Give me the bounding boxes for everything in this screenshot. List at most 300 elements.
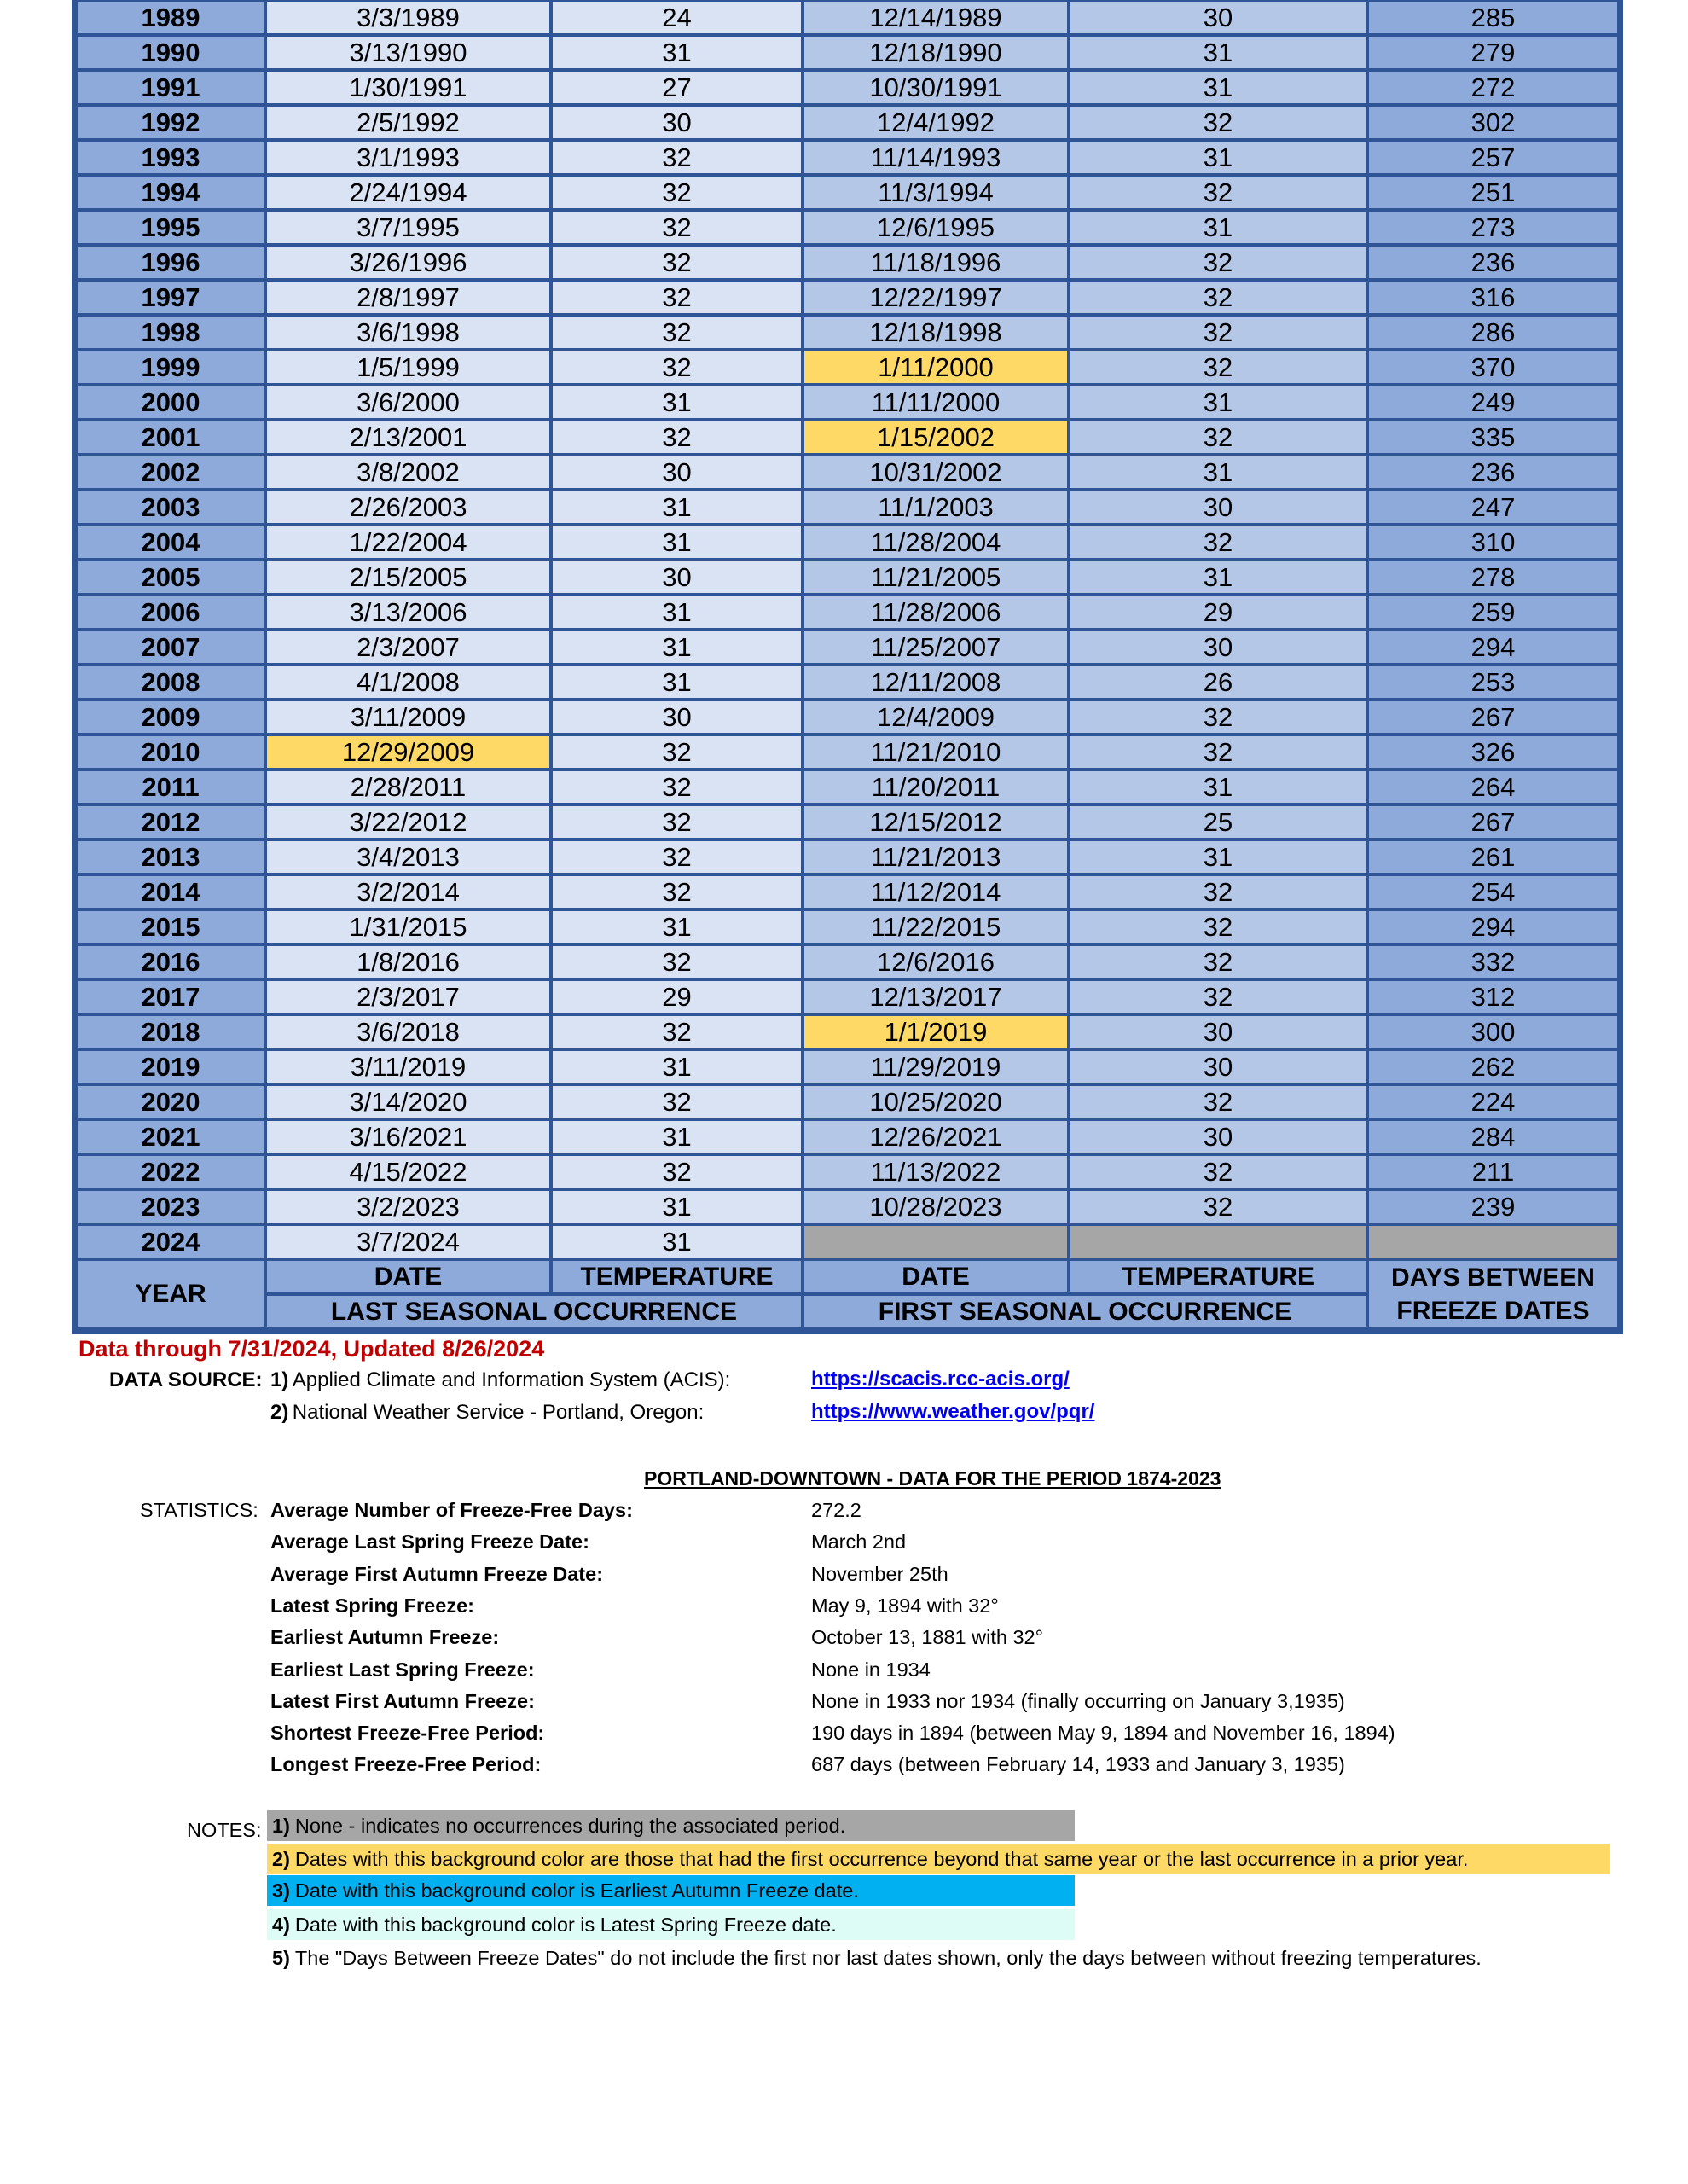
days-between-cell: 335: [1367, 420, 1619, 455]
year-cell: 2004: [76, 525, 265, 560]
days-between-cell: 264: [1367, 770, 1619, 804]
note-number: 4): [272, 1913, 290, 1936]
note-item: [267, 1909, 1075, 1940]
last-temp-cell: 31: [551, 1224, 803, 1259]
first-temp-cell: 30: [1069, 1049, 1367, 1084]
header-last-temperature: TEMPERATURE: [551, 1259, 803, 1294]
last-temp-cell: 32: [551, 245, 803, 280]
days-between-cell: [1367, 1224, 1619, 1259]
statistics-period-title: PORTLAND-DOWNTOWN - DATA FOR THE PERIOD 1874-2023: [644, 1467, 1221, 1490]
first-date-cell: 12/4/1992: [803, 105, 1069, 140]
days-between-cell: 239: [1367, 1189, 1619, 1224]
days-between-cell: 272: [1367, 70, 1619, 105]
days-between-cell: 312: [1367, 979, 1619, 1014]
last-date-cell: 3/14/2020: [265, 1084, 551, 1119]
days-between-cell: 278: [1367, 560, 1619, 595]
first-temp-cell: 31: [1069, 455, 1367, 490]
table-row: [76, 35, 1619, 70]
note-item: [267, 1943, 1610, 1973]
last-temp-cell: 32: [551, 804, 803, 839]
last-date-cell: 2/28/2011: [265, 770, 551, 804]
statistic-value: March 2nd: [811, 1531, 907, 1554]
last-date-cell: 4/1/2008: [265, 665, 551, 700]
table-row: [76, 1119, 1619, 1154]
year-cell: 2010: [76, 735, 265, 770]
first-date-cell: 11/20/2011: [803, 770, 1069, 804]
first-temp-cell: 31: [1069, 210, 1367, 245]
days-between-cell: 249: [1367, 385, 1619, 420]
first-date-cell: 1/15/2002: [803, 420, 1069, 455]
first-date-cell: 11/3/1994: [803, 175, 1069, 210]
note-text: Dates with this background color are those that had the first occurrence beyond that same year or the last occurrence in a prior year.: [294, 1847, 1469, 1870]
note-text: Date with this background color is Latest Spring Freeze date.: [294, 1913, 837, 1936]
first-date-cell: 12/6/1995: [803, 210, 1069, 245]
header-year: YEAR: [76, 1259, 265, 1329]
last-date-cell: 3/1/1993: [265, 140, 551, 175]
last-date-cell: 2/26/2003: [265, 490, 551, 525]
year-cell: 2020: [76, 1084, 265, 1119]
year-cell: 1991: [76, 70, 265, 105]
statistic-label: Average First Autumn Freeze Date:: [270, 1562, 604, 1585]
table-row: [76, 944, 1619, 979]
last-date-cell: 3/2/2023: [265, 1189, 551, 1224]
year-cell: 2017: [76, 979, 265, 1014]
last-temp-cell: 31: [551, 909, 803, 944]
table-row: [76, 105, 1619, 140]
source-item-1: [270, 1368, 730, 1392]
days-between-cell: 236: [1367, 245, 1619, 280]
days-between-cell: 261: [1367, 839, 1619, 874]
year-cell: 2003: [76, 490, 265, 525]
year-cell: 1998: [76, 315, 265, 350]
first-temp-cell: 32: [1069, 280, 1367, 315]
year-cell: 2007: [76, 630, 265, 665]
header-last-date: DATE: [265, 1259, 551, 1294]
last-date-cell: 2/15/2005: [265, 560, 551, 595]
first-date-cell: 11/18/1996: [803, 245, 1069, 280]
last-date-cell: 3/3/1989: [265, 0, 551, 35]
first-date-cell: 12/26/2021: [803, 1119, 1069, 1154]
first-date-cell: 12/6/2016: [803, 944, 1069, 979]
days-between-cell: 326: [1367, 735, 1619, 770]
first-date-cell: 11/14/1993: [803, 140, 1069, 175]
year-cell: 2021: [76, 1119, 265, 1154]
last-date-cell: 2/3/2007: [265, 630, 551, 665]
first-temp-cell: 30: [1069, 630, 1367, 665]
first-temp-cell: 32: [1069, 245, 1367, 280]
year-cell: 2011: [76, 770, 265, 804]
last-temp-cell: 32: [551, 1014, 803, 1049]
last-temp-cell: 31: [551, 665, 803, 700]
first-temp-cell: 32: [1069, 1084, 1367, 1119]
statistic-value: November 25th: [811, 1562, 948, 1585]
first-date-cell: 10/28/2023: [803, 1189, 1069, 1224]
days-between-cell: 253: [1367, 665, 1619, 700]
year-cell: 1990: [76, 35, 265, 70]
header-days-line1: DAYS BETWEEN: [1391, 1263, 1595, 1292]
notes-label: NOTES:: [187, 1819, 262, 1841]
year-cell: 1996: [76, 245, 265, 280]
first-temp-cell: 32: [1069, 735, 1367, 770]
last-temp-cell: 30: [551, 105, 803, 140]
source-1-number: 1): [270, 1368, 289, 1391]
first-temp-cell: 32: [1069, 105, 1367, 140]
first-temp-cell: 32: [1069, 979, 1367, 1014]
last-temp-cell: 31: [551, 35, 803, 70]
first-temp-cell: 31: [1069, 560, 1367, 595]
first-temp-cell: 31: [1069, 385, 1367, 420]
last-date-cell: 2/13/2001: [265, 420, 551, 455]
table-row: [76, 839, 1619, 874]
note-number: 1): [272, 1814, 290, 1837]
table-row: [76, 280, 1619, 315]
note-item: [267, 1875, 1075, 1906]
last-temp-cell: 30: [551, 455, 803, 490]
table-row: [76, 70, 1619, 105]
first-date-cell: 10/25/2020: [803, 1084, 1069, 1119]
table-row: [76, 909, 1619, 944]
first-date-cell: 11/28/2004: [803, 525, 1069, 560]
last-date-cell: 3/11/2009: [265, 700, 551, 735]
year-cell: 1989: [76, 0, 265, 35]
last-temp-cell: 32: [551, 315, 803, 350]
first-temp-cell: 26: [1069, 665, 1367, 700]
table-row: [76, 735, 1619, 770]
note-text: None - indicates no occurrences during the associated period.: [294, 1814, 846, 1837]
note-number: 3): [272, 1879, 290, 1902]
last-temp-cell: 29: [551, 979, 803, 1014]
days-between-cell: 273: [1367, 210, 1619, 245]
year-cell: 2016: [76, 944, 265, 979]
table-row: [76, 385, 1619, 420]
last-date-cell: 3/11/2019: [265, 1049, 551, 1084]
first-date-cell: 11/21/2013: [803, 839, 1069, 874]
first-temp-cell: 32: [1069, 420, 1367, 455]
days-between-cell: 294: [1367, 630, 1619, 665]
last-date-cell: 1/22/2004: [265, 525, 551, 560]
header-first-seasonal-occurrence: FIRST SEASONAL OCCURRENCE: [803, 1294, 1367, 1329]
last-temp-cell: 32: [551, 770, 803, 804]
table-row: [76, 560, 1619, 595]
table-body: [76, 0, 1619, 1259]
year-cell: 2024: [76, 1224, 265, 1259]
first-date-cell: 12/18/1990: [803, 35, 1069, 70]
statistic-value: May 9, 1894 with 32°: [811, 1594, 999, 1617]
year-cell: 2014: [76, 874, 265, 909]
table-row: [76, 455, 1619, 490]
year-cell: 2019: [76, 1049, 265, 1084]
last-date-cell: 2/24/1994: [265, 175, 551, 210]
first-date-cell: 12/13/2017: [803, 979, 1069, 1014]
last-date-cell: 3/6/2018: [265, 1014, 551, 1049]
first-temp-cell: 32: [1069, 944, 1367, 979]
last-date-cell: 12/29/2009: [265, 735, 551, 770]
last-date-cell: 1/30/1991: [265, 70, 551, 105]
last-temp-cell: 32: [551, 944, 803, 979]
last-temp-cell: 31: [551, 1189, 803, 1224]
last-temp-cell: 31: [551, 630, 803, 665]
table-row: [76, 245, 1619, 280]
last-date-cell: 3/13/1990: [265, 35, 551, 70]
statistic-label: Average Last Spring Freeze Date:: [270, 1531, 589, 1554]
days-between-cell: 247: [1367, 490, 1619, 525]
table-row: [76, 490, 1619, 525]
last-date-cell: 3/6/1998: [265, 315, 551, 350]
last-temp-cell: 27: [551, 70, 803, 105]
year-cell: 1993: [76, 140, 265, 175]
last-temp-cell: 32: [551, 1154, 803, 1189]
days-between-cell: 294: [1367, 909, 1619, 944]
last-date-cell: 3/7/2024: [265, 1224, 551, 1259]
statistic-label: Longest Freeze-Free Period:: [270, 1753, 542, 1776]
last-temp-cell: 32: [551, 280, 803, 315]
first-date-cell: 10/30/1991: [803, 70, 1069, 105]
year-cell: 1997: [76, 280, 265, 315]
statistic-value: 190 days in 1894 (between May 9, 1894 and November 16, 1894): [811, 1722, 1395, 1745]
year-cell: 2000: [76, 385, 265, 420]
table-row: [76, 874, 1619, 909]
table-header: [76, 1259, 1619, 1329]
first-date-cell: 12/14/1989: [803, 0, 1069, 35]
year-cell: 2013: [76, 839, 265, 874]
table-row: [76, 420, 1619, 455]
year-cell: 2018: [76, 1014, 265, 1049]
first-temp-cell: 32: [1069, 874, 1367, 909]
days-between-cell: 211: [1367, 1154, 1619, 1189]
first-date-cell: 1/11/2000: [803, 350, 1069, 385]
year-cell: 1994: [76, 175, 265, 210]
table-row: [76, 350, 1619, 385]
first-date-cell: 11/29/2019: [803, 1049, 1069, 1084]
first-temp-cell: 30: [1069, 0, 1367, 35]
last-temp-cell: 32: [551, 1084, 803, 1119]
last-date-cell: 3/22/2012: [265, 804, 551, 839]
year-cell: 1999: [76, 350, 265, 385]
statistic-label: Shortest Freeze-Free Period:: [270, 1722, 545, 1745]
nws-portland-link[interactable]: https://www.weather.gov/pqr/: [811, 1400, 1095, 1423]
last-temp-cell: 31: [551, 1049, 803, 1084]
last-date-cell: 1/8/2016: [265, 944, 551, 979]
last-date-cell: 3/6/2000: [265, 385, 551, 420]
table-row: [76, 804, 1619, 839]
last-date-cell: 2/8/1997: [265, 280, 551, 315]
first-temp-cell: 31: [1069, 839, 1367, 874]
table-row: [76, 665, 1619, 700]
first-date-cell: 1/1/2019: [803, 1014, 1069, 1049]
statistic-label: Latest Spring Freeze:: [270, 1594, 474, 1617]
days-between-cell: 224: [1367, 1084, 1619, 1119]
note-item: [267, 1844, 1610, 1874]
year-cell: 2002: [76, 455, 265, 490]
last-temp-cell: 32: [551, 874, 803, 909]
days-between-cell: 316: [1367, 280, 1619, 315]
first-date-cell: 11/12/2014: [803, 874, 1069, 909]
first-date-cell: 12/22/1997: [803, 280, 1069, 315]
table-row: [76, 595, 1619, 630]
first-date-cell: 11/13/2022: [803, 1154, 1069, 1189]
note-text: The "Days Between Freeze Dates" do not include the first nor last dates shown, only the days between without freezing temperatures.: [294, 1946, 1482, 1969]
first-date-cell: 11/25/2007: [803, 630, 1069, 665]
year-cell: 2009: [76, 700, 265, 735]
year-cell: 2008: [76, 665, 265, 700]
table-row: [76, 700, 1619, 735]
last-date-cell: 3/26/1996: [265, 245, 551, 280]
year-cell: 2001: [76, 420, 265, 455]
first-temp-cell: 32: [1069, 700, 1367, 735]
year-cell: 2006: [76, 595, 265, 630]
first-temp-cell: 31: [1069, 140, 1367, 175]
first-temp-cell: 31: [1069, 35, 1367, 70]
first-temp-cell: 30: [1069, 490, 1367, 525]
days-between-cell: 257: [1367, 140, 1619, 175]
table-row: [76, 1084, 1619, 1119]
statistic-label: Earliest Last Spring Freeze:: [270, 1658, 535, 1681]
last-temp-cell: 31: [551, 525, 803, 560]
first-temp-cell: 32: [1069, 525, 1367, 560]
table-row: [76, 1014, 1619, 1049]
days-between-cell: 262: [1367, 1049, 1619, 1084]
statistic-label: Average Number of Freeze-Free Days:: [270, 1499, 633, 1521]
last-temp-cell: 31: [551, 490, 803, 525]
last-temp-cell: 32: [551, 140, 803, 175]
days-between-cell: 284: [1367, 1119, 1619, 1154]
last-date-cell: 3/13/2006: [265, 595, 551, 630]
table-row: [76, 1049, 1619, 1084]
last-temp-cell: 31: [551, 385, 803, 420]
last-date-cell: 3/8/2002: [265, 455, 551, 490]
source-1-text: Applied Climate and Information System (ACIS):: [292, 1368, 731, 1391]
table-row: [76, 979, 1619, 1014]
table-row: [76, 1189, 1619, 1224]
year-cell: 2015: [76, 909, 265, 944]
first-date-cell: 11/21/2010: [803, 735, 1069, 770]
note-number: 5): [272, 1946, 290, 1969]
first-date-cell: 12/11/2008: [803, 665, 1069, 700]
first-date-cell: [803, 1224, 1069, 1259]
year-cell: 1995: [76, 210, 265, 245]
days-between-cell: 332: [1367, 944, 1619, 979]
last-date-cell: 1/31/2015: [265, 909, 551, 944]
last-temp-cell: 30: [551, 560, 803, 595]
first-temp-cell: 25: [1069, 804, 1367, 839]
statistic-value: None in 1933 nor 1934 (finally occurring on January 3,1935): [811, 1689, 1345, 1712]
first-temp-cell: 32: [1069, 1189, 1367, 1224]
first-temp-cell: 31: [1069, 770, 1367, 804]
statistic-value: 687 days (between February 14, 1933 and January 3, 1935): [811, 1753, 1345, 1776]
statistic-label: Earliest Autumn Freeze:: [270, 1626, 500, 1649]
table-row: [76, 175, 1619, 210]
first-temp-cell: 31: [1069, 70, 1367, 105]
table-row: [76, 770, 1619, 804]
last-date-cell: 3/2/2014: [265, 874, 551, 909]
header-first-date: DATE: [803, 1259, 1069, 1294]
days-between-cell: 267: [1367, 700, 1619, 735]
header-last-seasonal-occurrence: LAST SEASONAL OCCURRENCE: [265, 1294, 803, 1329]
statistic-value: October 13, 1881 with 32°: [811, 1626, 1043, 1649]
first-date-cell: 11/1/2003: [803, 490, 1069, 525]
note-text: Date with this background color is Earliest Autumn Freeze date.: [294, 1879, 859, 1902]
days-between-cell: 285: [1367, 0, 1619, 35]
first-temp-cell: 32: [1069, 1154, 1367, 1189]
last-date-cell: 1/5/1999: [265, 350, 551, 385]
table-row: [76, 0, 1619, 35]
last-date-cell: 3/7/1995: [265, 210, 551, 245]
last-date-cell: 3/16/2021: [265, 1119, 551, 1154]
first-temp-cell: 32: [1069, 350, 1367, 385]
table-row: [76, 315, 1619, 350]
header-last-group: [265, 1259, 803, 1329]
first-temp-cell: 30: [1069, 1119, 1367, 1154]
first-temp-cell: 30: [1069, 1014, 1367, 1049]
last-temp-cell: 32: [551, 175, 803, 210]
last-temp-cell: 24: [551, 0, 803, 35]
last-date-cell: 2/5/1992: [265, 105, 551, 140]
first-date-cell: 10/31/2002: [803, 455, 1069, 490]
source-item-2: [270, 1401, 704, 1425]
header-first-temperature: TEMPERATURE: [1069, 1259, 1367, 1294]
days-between-cell: 286: [1367, 315, 1619, 350]
first-date-cell: 12/15/2012: [803, 804, 1069, 839]
statistic-value: 272.2: [811, 1499, 861, 1521]
table-row: [76, 630, 1619, 665]
first-date-cell: 11/28/2006: [803, 595, 1069, 630]
statistics-label: STATISTICS:: [140, 1499, 258, 1521]
days-between-cell: 300: [1367, 1014, 1619, 1049]
first-temp-cell: [1069, 1224, 1367, 1259]
days-between-cell: 370: [1367, 350, 1619, 385]
header-first-group: [803, 1259, 1367, 1329]
statistic-label: Latest First Autumn Freeze:: [270, 1689, 535, 1712]
days-between-cell: 279: [1367, 35, 1619, 70]
first-date-cell: 12/4/2009: [803, 700, 1069, 735]
last-temp-cell: 31: [551, 1119, 803, 1154]
last-temp-cell: 32: [551, 735, 803, 770]
first-date-cell: 11/22/2015: [803, 909, 1069, 944]
last-date-cell: 3/4/2013: [265, 839, 551, 874]
last-temp-cell: 32: [551, 350, 803, 385]
note-number: 2): [272, 1847, 290, 1870]
first-temp-cell: 32: [1069, 175, 1367, 210]
first-temp-cell: 29: [1069, 595, 1367, 630]
first-temp-cell: 32: [1069, 315, 1367, 350]
days-between-cell: 251: [1367, 175, 1619, 210]
days-between-cell: 236: [1367, 455, 1619, 490]
table-row: [76, 140, 1619, 175]
data-source-label: DATA SOURCE:: [109, 1368, 263, 1391]
source-2-number: 2): [270, 1401, 289, 1424]
last-temp-cell: 31: [551, 595, 803, 630]
last-date-cell: 2/3/2017: [265, 979, 551, 1014]
first-date-cell: 11/11/2000: [803, 385, 1069, 420]
year-cell: 1992: [76, 105, 265, 140]
last-temp-cell: 30: [551, 700, 803, 735]
last-date-cell: 4/15/2022: [265, 1154, 551, 1189]
days-between-cell: 254: [1367, 874, 1619, 909]
days-between-cell: 310: [1367, 525, 1619, 560]
year-cell: 2022: [76, 1154, 265, 1189]
last-temp-cell: 32: [551, 210, 803, 245]
days-between-cell: 259: [1367, 595, 1619, 630]
note-item: [267, 1810, 1075, 1841]
year-cell: 2023: [76, 1189, 265, 1224]
acis-link[interactable]: https://scacis.rcc-acis.org/: [811, 1368, 1070, 1391]
days-between-cell: 267: [1367, 804, 1619, 839]
year-cell: 2012: [76, 804, 265, 839]
freeze-dates-table: [72, 0, 1623, 1334]
last-temp-cell: 32: [551, 839, 803, 874]
year-cell: 2005: [76, 560, 265, 595]
header-days-line2: FREEZE DATES: [1396, 1296, 1590, 1325]
